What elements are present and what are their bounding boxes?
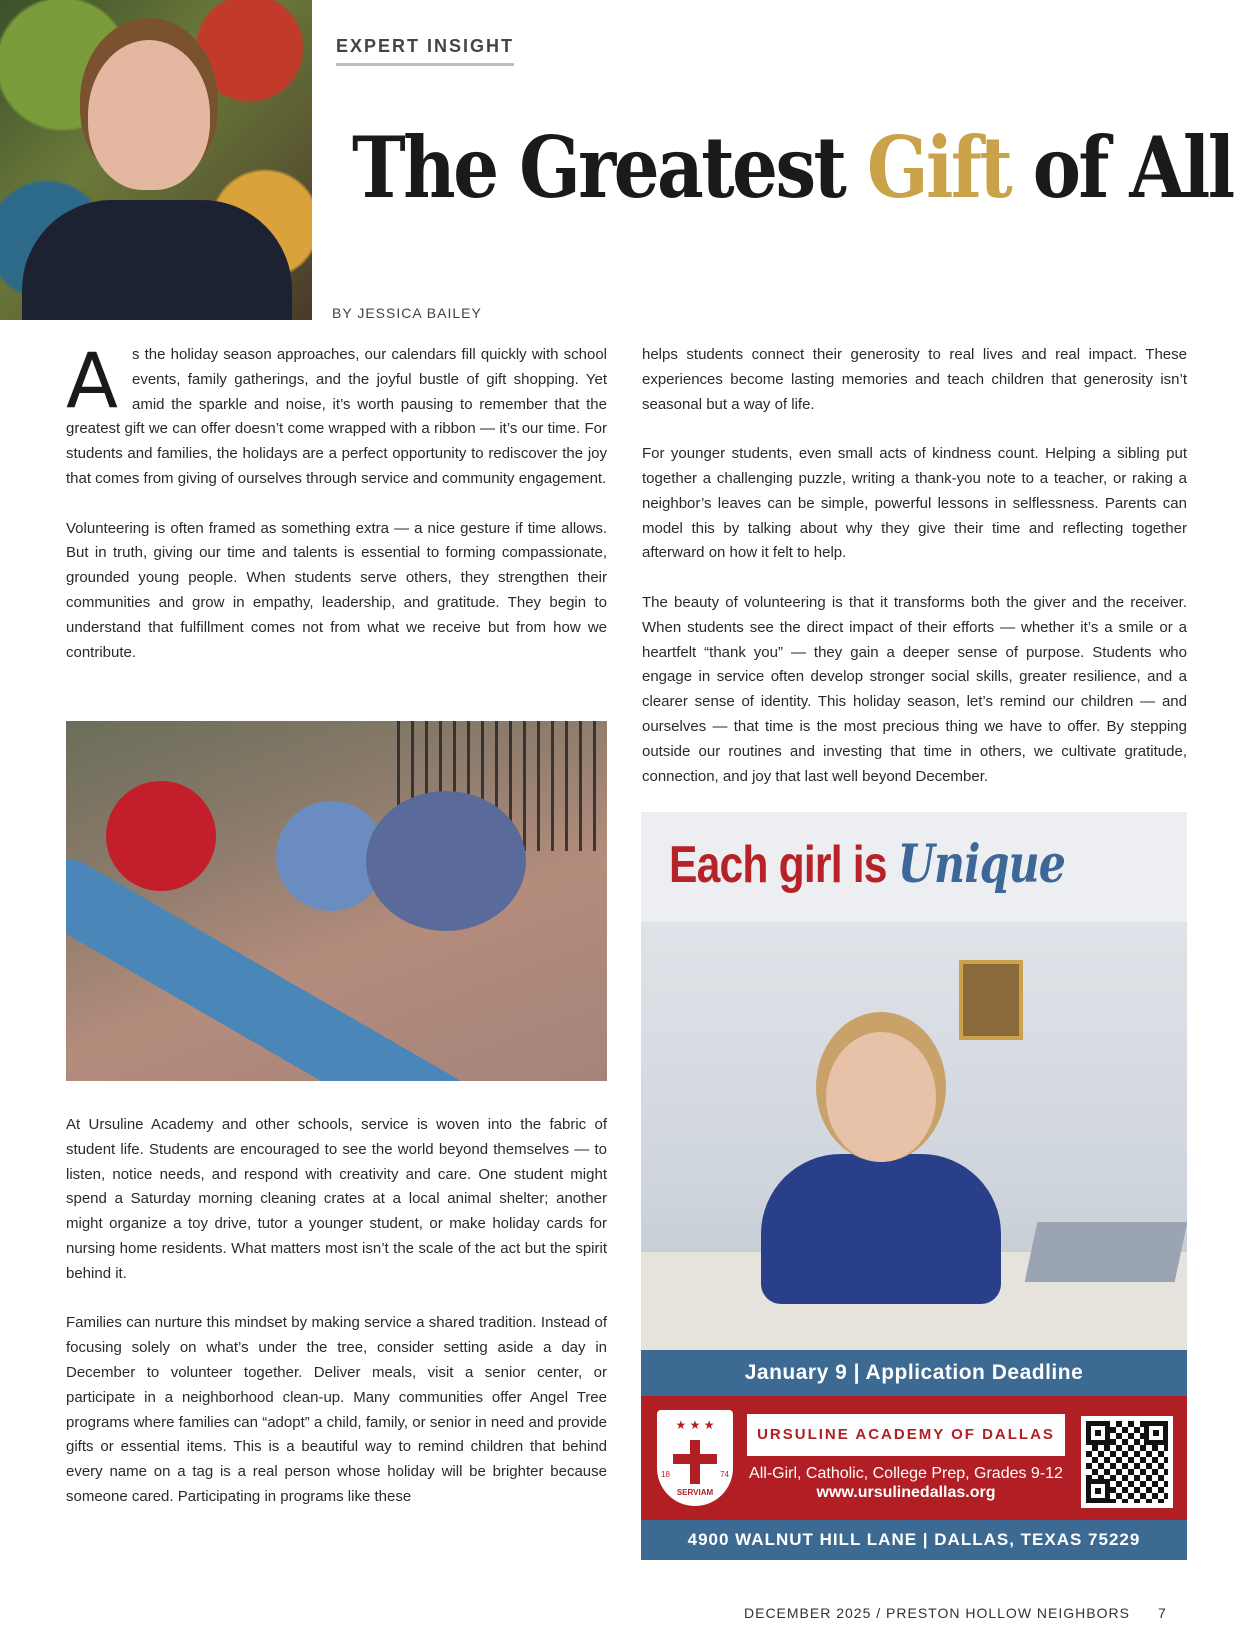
article-paragraph-3: At Ursuline Academy and other schools, service is woven into the fabric of student life. Students are encouraged to see the world beyond themselves — to listen, notice needs, and respond with creativity and care. One student might spend a Saturday morning cleaning crates at a local animal shelter; another might organize a toy drive, tutor a younger student, or make holiday cards for nursing home residents. What matters most isn’t the scale of the act but the spirit behind it.	[66, 1116, 607, 1282]
article-title	[352, 118, 1233, 217]
qr-code-icon[interactable]	[1081, 1416, 1173, 1508]
article-paragraph-1	[66, 336, 607, 492]
photo-person-3	[366, 791, 526, 931]
crest-motto: SERVIAM	[676, 1488, 714, 1497]
page-footer	[744, 1605, 1167, 1621]
article-paragraph-7: The beauty of volunteering is that it transforms both the giver and the receiver. When students see the direct impact of their efforts — whether it’s a smile or a heartfelt “thank you” — they gain a deeper sense of purpose. Students who engage in service often develop stronger social skills, greater resilience, and a clearer sense of identity. This holiday season, let’s remind our children — and ourselves — that time is the most precious thing we have to offer. By stepping outside our routines and investing that time in others, we cultivate gratitude, connection, and joy that last well beyond December.	[642, 593, 1187, 785]
article-column-left-bottom	[66, 1113, 607, 1510]
author-portrait	[0, 0, 312, 320]
page-number: 7	[1157, 1605, 1167, 1621]
portrait-head	[88, 40, 210, 190]
ad-laptop	[1025, 1222, 1187, 1282]
qr-corner-bottom-left	[1086, 1479, 1110, 1503]
ad-headline-highlight: Unique	[897, 834, 1066, 895]
byline: BY JESSICA BAILEY	[332, 305, 482, 321]
crest-stars-icon: ★ ★ ★	[675, 1418, 715, 1432]
title-part-2: of All	[1010, 118, 1233, 217]
ad-headline-part-1: Each girl is	[669, 836, 898, 894]
ad-classroom-photo	[641, 922, 1187, 1400]
article-column-left-top	[66, 336, 607, 690]
article-column-right	[642, 343, 1187, 814]
title-part-1: The Greatest	[352, 118, 867, 217]
qr-corner-top-left	[1086, 1421, 1110, 1445]
crest-cross-horizontal	[673, 1454, 717, 1464]
article-paragraph-2: Volunteering is often framed as something extra — a nice gesture if time allows. But in truth, giving our time and talents is essential to forming compassionate, grounded young people. When students serve others, they strengthen their communities and grow in empathy, leadership, and gratitude. They begin to understand that fulfillment comes not from what we receive but from how we contribute.	[66, 519, 607, 661]
article-paragraph-4: Families can nurture this mindset by making service a shared tradition. Instead of focusing solely on what’s under the tree, consider setting aside a day in December to volunteer together. Deliver meals, visit a senior center, or participate in a neighborhood clean-up. Many communities offer Angel Tree programs where families can “adopt” a child, family, or senior in need and provide gifts or essential items. This is a beautiful way to remind children that behind every name on a tag is a real person whose holiday will be brighter because someone cared. Participating in programs like these	[66, 1314, 607, 1505]
crest-year-left: 18	[661, 1470, 670, 1479]
drop-cap: A	[66, 336, 118, 425]
school-crest-icon	[657, 1410, 733, 1506]
portrait-body	[22, 200, 292, 320]
qr-corner-top-right	[1144, 1421, 1168, 1445]
ursuline-advertisement	[641, 812, 1187, 1560]
crest-year-right: 74	[720, 1470, 729, 1479]
ad-address: 4900 WALNUT HILL LANE | DALLAS, TEXAS 75229	[641, 1520, 1187, 1560]
article-paragraph-6: For younger students, even small acts of kindness count. Helping a sibling put together a challenging puzzle, writing a thank-you note to a teacher, or raking a neighbor’s leaves can be simple, powerful lessons in selflessness. Parents can model this by talking about why they give their time and reflecting together afterward on how it felt to help.	[642, 445, 1187, 562]
ad-student-body	[761, 1154, 1001, 1304]
ad-headline	[669, 834, 1065, 895]
photo-person-1	[106, 781, 216, 891]
ad-student-head	[826, 1032, 936, 1162]
article-paragraph-5: helps students connect their generosity to real lives and real impact. These experiences become lasting memories and teach children that generosity isn’t seasonal but a way of life.	[642, 346, 1187, 413]
ad-wall-picture	[959, 960, 1023, 1040]
section-eyebrow: EXPERT INSIGHT	[336, 36, 514, 66]
ad-website-link[interactable]: www.ursulinedallas.org	[816, 1484, 996, 1501]
volunteer-photo	[66, 721, 607, 1081]
title-highlight: Gift	[866, 118, 1011, 217]
ad-tagline: All-Girl, Catholic, College Prep, Grades 9-12	[749, 1465, 1063, 1482]
ad-school-name: URSULINE ACADEMY OF DALLAS	[747, 1414, 1065, 1456]
ad-deadline-banner: January 9 | Application Deadline	[641, 1350, 1187, 1396]
paragraph-1-text: s the holiday season approaches, our calendars fill quickly with school events, family gatherings, and the joyful bustle of gift shopping. Yet amid the sparkle and noise, it’s worth pausing to remember that the greatest gift we can offer doesn’t come wrapped with a ribbon — it’s our time. For students and families, the holidays are a perfect opportunity to rediscover the joy that comes from giving of ourselves through service and community engagement.	[66, 346, 607, 487]
footer-issue: DECEMBER 2025 / PRESTON HOLLOW NEIGHBORS	[744, 1605, 1130, 1621]
ad-info-panel	[641, 1396, 1187, 1520]
